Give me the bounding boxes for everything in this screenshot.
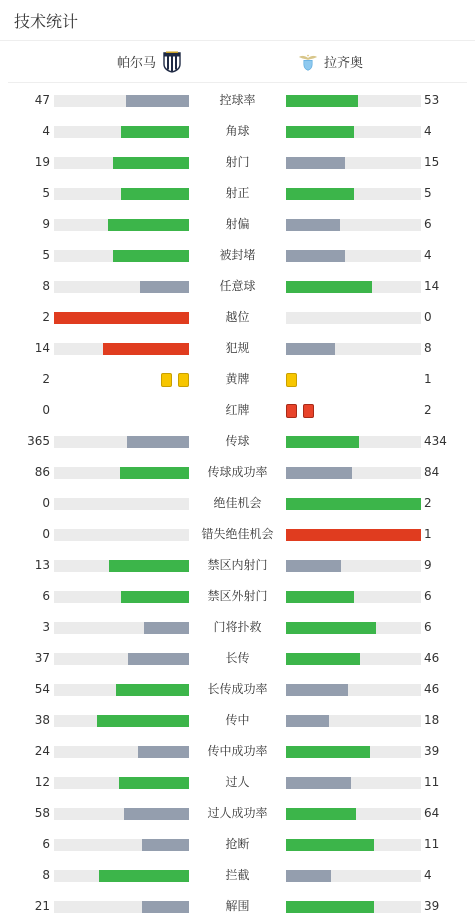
home-bar-track xyxy=(54,157,189,169)
home-bar-track xyxy=(54,901,189,913)
home-bar-track xyxy=(54,467,189,479)
away-value: 84 xyxy=(424,465,440,479)
home-bar-fill xyxy=(128,653,189,665)
away-bar-fill xyxy=(286,281,372,293)
home-bar-track xyxy=(54,250,189,262)
away-bar-fill xyxy=(286,808,356,820)
home-value: 14 xyxy=(34,341,50,355)
away-bar-track xyxy=(286,312,421,324)
stat-row xyxy=(0,276,475,296)
away-value: 1 xyxy=(424,372,432,386)
away-bar-fill xyxy=(286,467,352,479)
home-bar-fill xyxy=(120,467,189,479)
away-value: 8 xyxy=(424,341,432,355)
home-value: 0 xyxy=(42,403,50,417)
home-bar-fill xyxy=(140,281,189,293)
home-bar-track xyxy=(54,591,189,603)
home-bar-track xyxy=(54,870,189,882)
away-bar-track xyxy=(286,219,421,231)
away-value: 39 xyxy=(424,899,440,913)
home-value: 21 xyxy=(34,899,50,913)
away-value: 1 xyxy=(424,527,432,541)
stat-label: 传中成功率 xyxy=(207,744,268,758)
home-value: 365 xyxy=(27,434,50,448)
away-value: 11 xyxy=(424,775,440,789)
away-value: 6 xyxy=(424,217,432,231)
away-bar-fill xyxy=(286,746,370,758)
stat-label: 长传 xyxy=(225,651,250,665)
away-bar-fill xyxy=(286,622,376,634)
away-value: 2 xyxy=(424,403,432,417)
home-bar-track xyxy=(54,560,189,572)
away-bar-track xyxy=(286,653,421,665)
red-card-icon xyxy=(286,404,297,418)
away-bar-track xyxy=(286,343,421,355)
home-value: 58 xyxy=(34,806,50,820)
home-bar-fill xyxy=(138,746,189,758)
stat-label: 错失绝佳机会 xyxy=(201,527,274,541)
away-bar-fill xyxy=(286,684,348,696)
away-value: 4 xyxy=(424,248,432,262)
away-value: 9 xyxy=(424,558,432,572)
stat-label: 禁区内射门 xyxy=(207,558,268,572)
home-value: 6 xyxy=(42,837,50,851)
stat-label: 射偏 xyxy=(225,217,250,231)
away-bar-fill xyxy=(286,436,359,448)
parma-crest-icon xyxy=(162,51,182,73)
away-value: 434 xyxy=(424,434,447,448)
away-bar-track xyxy=(286,95,421,107)
stat-label: 长传成功率 xyxy=(207,682,268,696)
away-bar-fill xyxy=(286,653,360,665)
home-value: 47 xyxy=(34,93,50,107)
home-bar-track xyxy=(54,95,189,107)
home-value: 3 xyxy=(42,620,50,634)
stat-label: 拦截 xyxy=(225,868,250,882)
stat-row xyxy=(0,772,475,792)
away-value: 5 xyxy=(424,186,432,200)
home-bar-track xyxy=(54,808,189,820)
home-bar-fill xyxy=(99,870,189,882)
stat-row xyxy=(0,648,475,668)
stat-label: 任意球 xyxy=(219,279,256,293)
home-bar-track xyxy=(54,343,189,355)
home-value: 2 xyxy=(42,310,50,324)
away-value: 15 xyxy=(424,155,440,169)
home-value: 0 xyxy=(42,496,50,510)
away-bar-fill xyxy=(286,126,354,138)
stat-label: 抢断 xyxy=(225,837,250,851)
teams-bar xyxy=(8,41,467,83)
home-bar-track xyxy=(54,777,189,789)
home-bar-fill xyxy=(144,622,189,634)
home-bar-fill xyxy=(113,250,189,262)
away-bar-track xyxy=(286,281,421,293)
away-value: 11 xyxy=(424,837,440,851)
away-value: 64 xyxy=(424,806,440,820)
stat-label: 射正 xyxy=(225,186,250,200)
away-bar-fill xyxy=(286,870,331,882)
stat-row xyxy=(0,834,475,854)
away-value: 6 xyxy=(424,620,432,634)
away-bar-fill xyxy=(286,219,340,231)
stat-label: 门将扑救 xyxy=(213,620,262,634)
stat-label: 解围 xyxy=(225,899,250,913)
away-team-name: 拉齐奥 xyxy=(324,56,364,71)
stat-label: 控球率 xyxy=(219,93,256,107)
stat-label: 角球 xyxy=(225,124,250,138)
away-bar-fill xyxy=(286,777,351,789)
home-bar-fill xyxy=(109,560,189,572)
home-value: 19 xyxy=(34,155,50,169)
away-bar-fill xyxy=(286,560,341,572)
yellow-card-icon xyxy=(178,373,189,387)
home-bar-fill xyxy=(142,901,189,913)
stat-row xyxy=(0,679,475,699)
home-bar-fill xyxy=(54,312,189,324)
away-value: 18 xyxy=(424,713,440,727)
away-value: 2 xyxy=(424,496,432,510)
stat-row xyxy=(0,493,475,513)
stat-label: 被封堵 xyxy=(219,248,256,262)
away-value: 14 xyxy=(424,279,440,293)
stat-label: 过人 xyxy=(225,775,250,789)
away-bar-fill xyxy=(286,343,335,355)
stat-row xyxy=(0,896,475,916)
home-value: 6 xyxy=(42,589,50,603)
home-value: 37 xyxy=(34,651,50,665)
stat-row xyxy=(0,338,475,358)
home-value: 5 xyxy=(42,248,50,262)
stat-row xyxy=(0,710,475,730)
away-bar-fill xyxy=(286,901,374,913)
away-value: 39 xyxy=(424,744,440,758)
stat-label: 射门 xyxy=(225,155,250,169)
away-bar-track xyxy=(286,188,421,200)
away-bar-track xyxy=(286,777,421,789)
stat-row xyxy=(0,245,475,265)
away-bar-track xyxy=(286,901,421,913)
away-bar-track xyxy=(286,870,421,882)
home-bar-fill xyxy=(121,591,189,603)
away-bar-track xyxy=(286,591,421,603)
home-value: 12 xyxy=(34,775,50,789)
stat-label: 过人成功率 xyxy=(207,806,268,820)
stat-row xyxy=(0,307,475,327)
stat-row xyxy=(0,431,475,451)
away-bar-track xyxy=(286,467,421,479)
yellow-card-icon xyxy=(161,373,172,387)
home-value: 2 xyxy=(42,372,50,386)
stat-row xyxy=(0,183,475,203)
home-bar-track xyxy=(54,312,189,324)
stat-row xyxy=(0,741,475,761)
home-value: 9 xyxy=(42,217,50,231)
away-cards xyxy=(286,373,297,387)
yellow-card-icon xyxy=(286,373,297,387)
red-card-icon xyxy=(303,404,314,418)
away-bar-track xyxy=(286,808,421,820)
away-bar-fill xyxy=(286,529,421,541)
away-value: 46 xyxy=(424,682,440,696)
home-bar-fill xyxy=(119,777,189,789)
home-bar-track xyxy=(54,653,189,665)
section-title: 技术统计 xyxy=(14,11,79,31)
away-bar-fill xyxy=(286,157,345,169)
home-bar-track xyxy=(54,746,189,758)
stat-row xyxy=(0,803,475,823)
home-team-name: 帕尔马 xyxy=(116,56,156,71)
home-value: 13 xyxy=(34,558,50,572)
home-value: 4 xyxy=(42,124,50,138)
away-value: 46 xyxy=(424,651,440,665)
stat-label: 绝佳机会 xyxy=(213,496,262,510)
away-bar-track xyxy=(286,529,421,541)
stat-row xyxy=(0,586,475,606)
home-bar-fill xyxy=(113,157,189,169)
home-bar-fill xyxy=(121,126,189,138)
away-bar-fill xyxy=(286,250,345,262)
stat-row xyxy=(0,555,475,575)
home-value: 0 xyxy=(42,527,50,541)
stat-label: 越位 xyxy=(225,310,250,324)
stat-label: 传球 xyxy=(225,434,250,448)
away-bar-fill xyxy=(286,188,354,200)
away-bar-track xyxy=(286,560,421,572)
away-bar-fill xyxy=(286,498,421,510)
stat-label: 黄牌 xyxy=(225,372,250,386)
stat-row xyxy=(0,152,475,172)
home-bar-fill xyxy=(103,343,189,355)
away-cards xyxy=(286,404,314,418)
home-bar-track xyxy=(54,126,189,138)
home-bar-fill xyxy=(142,839,189,851)
home-bar-fill xyxy=(127,436,189,448)
home-bar-fill xyxy=(126,95,189,107)
away-value: 6 xyxy=(424,589,432,603)
stat-row xyxy=(0,524,475,544)
home-value: 24 xyxy=(34,744,50,758)
away-bar-fill xyxy=(286,715,329,727)
home-value: 8 xyxy=(42,279,50,293)
stat-label: 传球成功率 xyxy=(207,465,268,479)
stat-label: 红牌 xyxy=(225,403,250,417)
home-bar-track xyxy=(54,684,189,696)
away-bar-track xyxy=(286,622,421,634)
stat-label: 犯规 xyxy=(225,341,250,355)
home-cards xyxy=(161,373,189,387)
home-bar-track xyxy=(54,622,189,634)
home-bar-track xyxy=(54,498,189,510)
home-value: 5 xyxy=(42,186,50,200)
stat-row xyxy=(0,121,475,141)
home-bar-fill xyxy=(108,219,189,231)
stat-row xyxy=(0,90,475,110)
stat-row xyxy=(0,462,475,482)
home-value: 54 xyxy=(34,682,50,696)
away-value: 4 xyxy=(424,124,432,138)
home-bar-fill xyxy=(116,684,189,696)
home-value: 8 xyxy=(42,868,50,882)
home-value: 86 xyxy=(34,465,50,479)
home-bar-track xyxy=(54,219,189,231)
away-value: 4 xyxy=(424,868,432,882)
home-bar-track xyxy=(54,436,189,448)
away-bar-fill xyxy=(286,95,358,107)
home-bar-track xyxy=(54,281,189,293)
stat-row xyxy=(0,617,475,637)
away-value: 0 xyxy=(424,310,432,324)
stat-row xyxy=(0,369,475,389)
home-bar-fill xyxy=(124,808,189,820)
stat-row xyxy=(0,865,475,885)
away-bar-fill xyxy=(286,591,354,603)
away-value: 53 xyxy=(424,93,440,107)
stat-row xyxy=(0,400,475,420)
away-bar-track xyxy=(286,436,421,448)
away-bar-track xyxy=(286,715,421,727)
away-bar-fill xyxy=(286,839,374,851)
stat-label: 传中 xyxy=(225,713,250,727)
home-bar-track xyxy=(54,715,189,727)
away-bar-track xyxy=(286,157,421,169)
stat-row xyxy=(0,214,475,234)
away-bar-track xyxy=(286,839,421,851)
away-bar-track xyxy=(286,684,421,696)
lazio-crest-icon xyxy=(298,51,318,73)
away-bar-track xyxy=(286,746,421,758)
home-bar-track xyxy=(54,839,189,851)
home-team[interactable] xyxy=(117,41,182,82)
section-header xyxy=(0,0,475,41)
home-bar-track xyxy=(54,529,189,541)
stat-label: 禁区外射门 xyxy=(207,589,268,603)
home-bar-fill xyxy=(97,715,189,727)
home-bar-fill xyxy=(121,188,189,200)
away-team[interactable] xyxy=(298,41,363,82)
home-bar-track xyxy=(54,188,189,200)
home-value: 38 xyxy=(34,713,50,727)
away-bar-track xyxy=(286,126,421,138)
away-bar-track xyxy=(286,498,421,510)
away-bar-track xyxy=(286,250,421,262)
